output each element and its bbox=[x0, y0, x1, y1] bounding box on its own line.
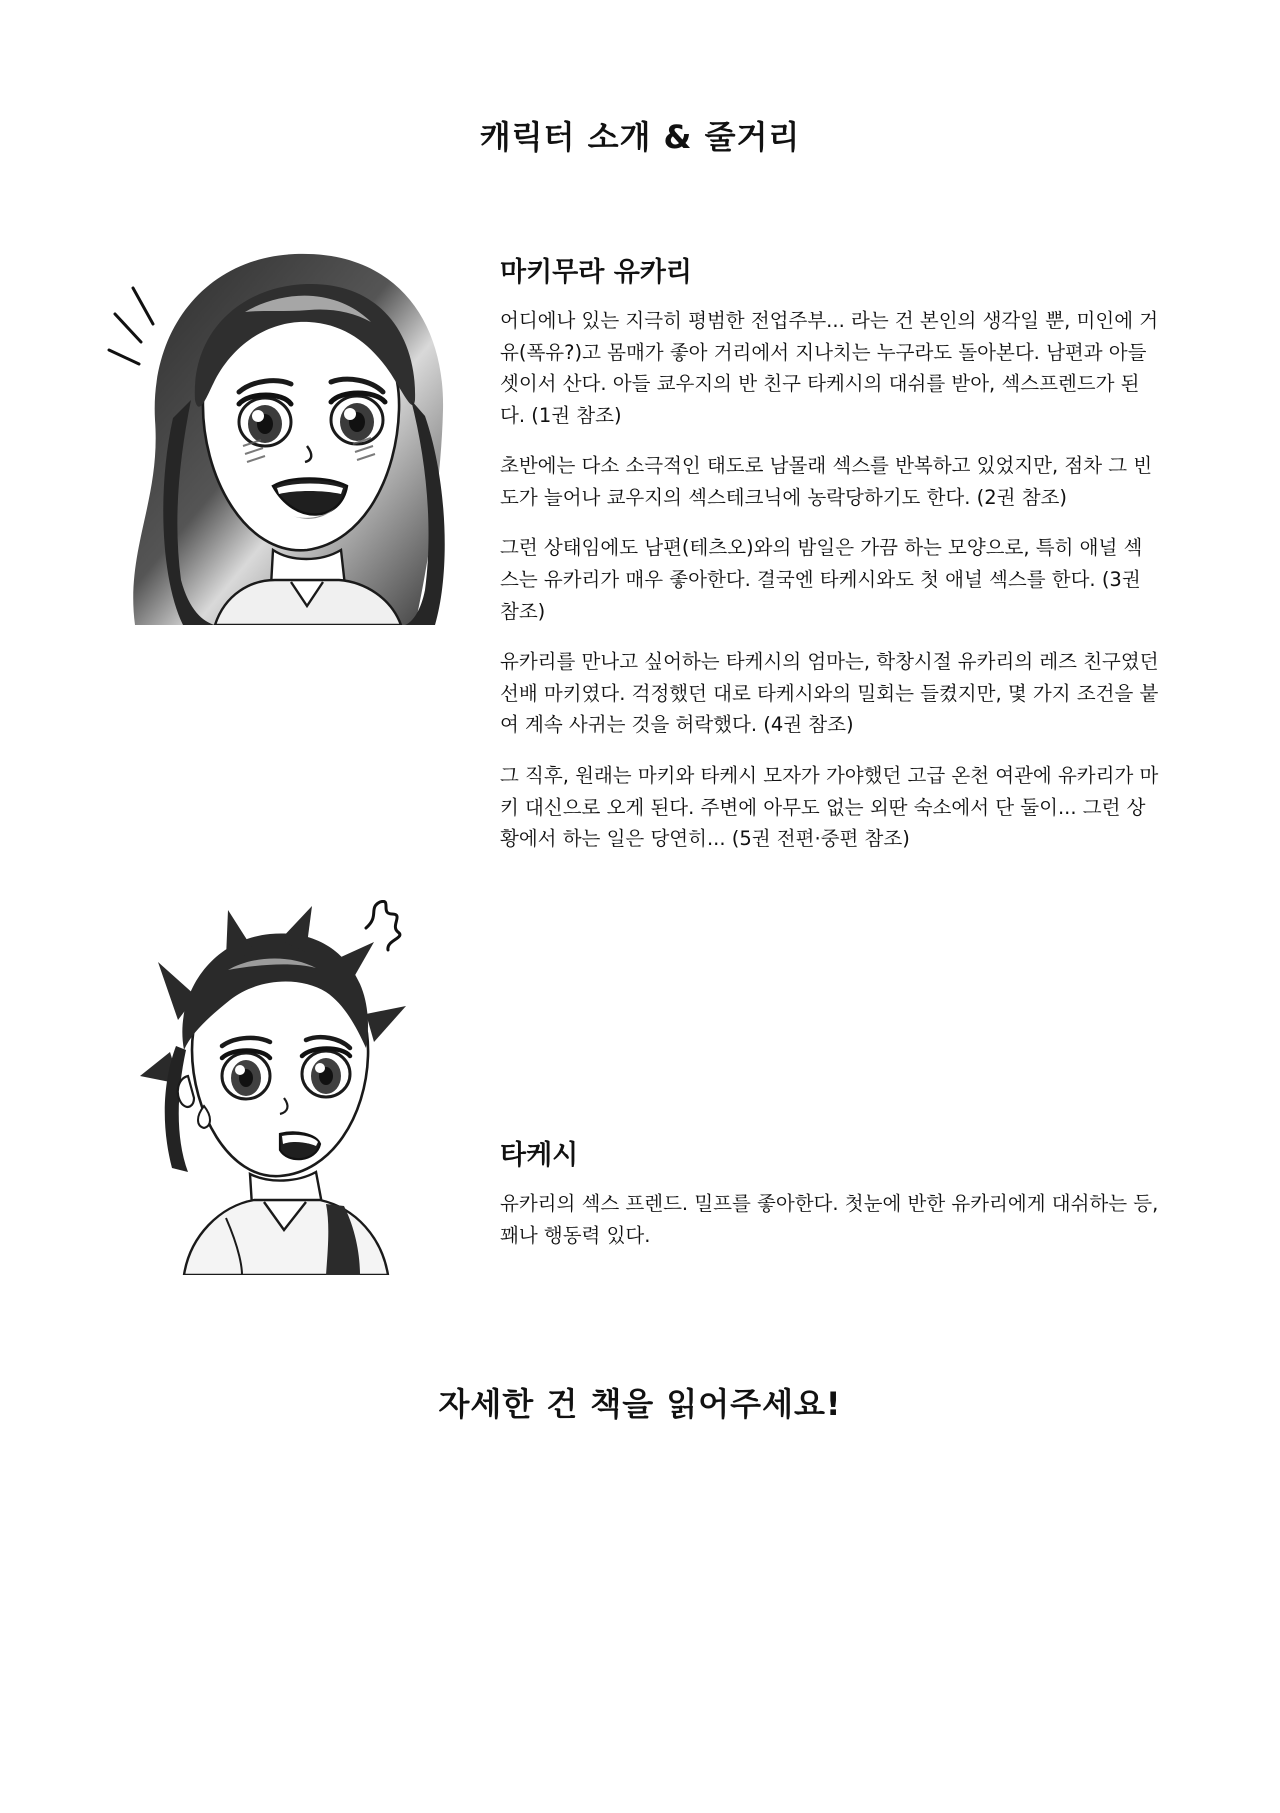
page-title: 캐릭터 소개 & 줄거리 bbox=[479, 118, 801, 156]
yukari-illustration bbox=[95, 250, 485, 625]
character-description-yukari bbox=[500, 305, 1160, 855]
paragraph: 유카리의 섹스 프렌드. 밀프를 좋아한다. 첫눈에 반한 유카리에게 대쉬하는 등, 꽤나 행동력 있다. bbox=[500, 1192, 1159, 1247]
takeshi-illustration bbox=[130, 900, 430, 1275]
character-name-takeshi: 타케시 bbox=[500, 1140, 579, 1171]
page-footer-note: 자세한 건 책을 읽어주세요! bbox=[438, 1385, 842, 1423]
paragraph: 초반에는 다소 소극적인 태도로 남몰래 섹스를 반복하고 있었지만, 점차 그 빈도가 늘어나 쿄우지의 섹스테크닉에 농락당하기도 한다. (2권 참조) bbox=[500, 454, 1153, 509]
paragraph: 그 직후, 원래는 마키와 타케시 모자가 가야했던 고급 온천 여관에 유카리가 마키 대신으로 오게 된다. 주변에 아무도 없는 외딴 숙소에서 단 둘이... 그런 상황에서 하는 일은 당연히... (5권 전편·중편 참조) bbox=[500, 763, 1159, 851]
paragraph: 어디에나 있는 지극히 평범한 전업주부... 라는 건 본인의 생각일 뿐, 미인에 거유(폭유?)고 몸매가 좋아 거리에서 지나치는 누구라도 돌아본다. 남편과 아들 셋이서 산다. 아들 쿄우지의 반 친구 타케시의 대쉬를 받아, 섹스프렌드가 된다. (1권 참조) bbox=[500, 309, 1159, 427]
character-description-takeshi bbox=[500, 1188, 1160, 1251]
paragraph: 그런 상태임에도 남편(테츠오)와의 밤일은 가끔 하는 모양으로, 특히 애널 섹스는 유카리가 매우 좋아한다. 결국엔 타케시와도 첫 애널 섹스를 한다. (3권 참조) bbox=[500, 536, 1143, 623]
character-name-yukari: 마키무라 유카리 bbox=[500, 257, 692, 288]
paragraph: 유카리를 만나고 싶어하는 타케시의 엄마는, 학창시절 유카리의 레즈 친구였던 선배 마키였다. 걱정했던 대로 타케시와의 밀회는 들켰지만, 몇 가지 조건을 붙여 계속 사귀는 것을 허락했다. (4권 참조) bbox=[500, 650, 1159, 737]
